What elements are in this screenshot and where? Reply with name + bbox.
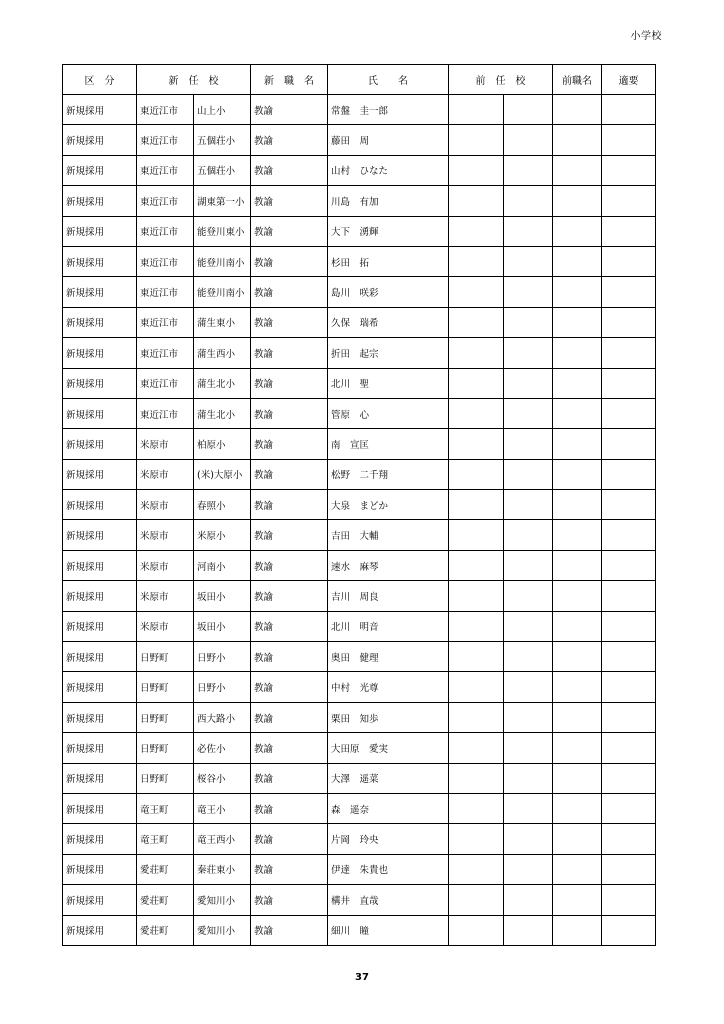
header-name: 氏 名 — [328, 65, 449, 95]
position-cell: 教諭 — [251, 611, 328, 641]
empty-cell — [504, 186, 553, 216]
table-row — [63, 125, 656, 155]
school-cell: 能登川東小 — [194, 216, 251, 246]
empty-cell — [602, 338, 656, 368]
empty-cell — [449, 550, 504, 580]
category-cell: 新規採用 — [63, 611, 137, 641]
header-row — [63, 65, 656, 95]
category-cell: 新規採用 — [63, 854, 137, 884]
empty-cell — [504, 793, 553, 823]
name-cell: 中村 光尊 — [328, 672, 449, 702]
position-cell: 教諭 — [251, 368, 328, 398]
name-cell: 吉川 周良 — [328, 581, 449, 611]
empty-cell — [504, 368, 553, 398]
position-cell: 教諭 — [251, 429, 328, 459]
empty-cell — [504, 885, 553, 915]
school-cell: 山上小 — [194, 95, 251, 125]
empty-cell — [449, 824, 504, 854]
empty-cell — [449, 95, 504, 125]
category-cell: 新規採用 — [63, 733, 137, 763]
school-cell: 必佐小 — [194, 733, 251, 763]
header-previous-school: 前 任 校 — [449, 65, 553, 95]
school-cell: 西大路小 — [194, 702, 251, 732]
empty-cell — [602, 277, 656, 307]
category-cell: 新規採用 — [63, 763, 137, 793]
table-row — [63, 733, 656, 763]
category-cell: 新規採用 — [63, 125, 137, 155]
position-cell: 教諭 — [251, 581, 328, 611]
category-cell: 新規採用 — [63, 338, 137, 368]
position-cell: 教諭 — [251, 915, 328, 945]
empty-cell — [504, 520, 553, 550]
category-cell: 新規採用 — [63, 246, 137, 276]
header-new-school: 新 任 校 — [137, 65, 251, 95]
municipality-cell: 東近江市 — [137, 277, 194, 307]
empty-cell — [553, 307, 602, 337]
municipality-cell: 東近江市 — [137, 125, 194, 155]
empty-cell — [553, 611, 602, 641]
position-cell: 教諭 — [251, 338, 328, 368]
name-cell: 大下 湧輝 — [328, 216, 449, 246]
empty-cell — [504, 611, 553, 641]
table-row — [63, 854, 656, 884]
category-cell: 新規採用 — [63, 824, 137, 854]
personnel-table — [62, 64, 656, 946]
municipality-cell: 東近江市 — [137, 186, 194, 216]
position-cell: 教諭 — [251, 155, 328, 185]
school-cell: 春照小 — [194, 490, 251, 520]
empty-cell — [602, 702, 656, 732]
category-cell: 新規採用 — [63, 915, 137, 945]
empty-cell — [504, 277, 553, 307]
empty-cell — [553, 824, 602, 854]
empty-cell — [553, 763, 602, 793]
name-cell: 細川 瞳 — [328, 915, 449, 945]
category-cell: 新規採用 — [63, 368, 137, 398]
school-cell: 蒲生北小 — [194, 368, 251, 398]
empty-cell — [449, 702, 504, 732]
empty-cell — [602, 581, 656, 611]
empty-cell — [553, 550, 602, 580]
empty-cell — [553, 125, 602, 155]
empty-cell — [504, 398, 553, 428]
municipality-cell: 東近江市 — [137, 338, 194, 368]
position-cell: 教諭 — [251, 490, 328, 520]
table-row — [63, 581, 656, 611]
empty-cell — [504, 155, 553, 185]
position-cell: 教諭 — [251, 885, 328, 915]
empty-cell — [553, 672, 602, 702]
position-cell: 教諭 — [251, 854, 328, 884]
empty-cell — [504, 733, 553, 763]
table-row — [63, 186, 656, 216]
empty-cell — [602, 95, 656, 125]
empty-cell — [602, 155, 656, 185]
position-cell: 教諭 — [251, 459, 328, 489]
empty-cell — [449, 277, 504, 307]
category-cell: 新規採用 — [63, 277, 137, 307]
empty-cell — [449, 216, 504, 246]
empty-cell — [553, 95, 602, 125]
empty-cell — [449, 155, 504, 185]
header-remarks: 適要 — [602, 65, 656, 95]
category-cell: 新規採用 — [63, 398, 137, 428]
empty-cell — [602, 520, 656, 550]
empty-cell — [602, 186, 656, 216]
school-cell: 能登川南小 — [194, 277, 251, 307]
empty-cell — [449, 429, 504, 459]
empty-cell — [449, 125, 504, 155]
table-row — [63, 702, 656, 732]
empty-cell — [602, 246, 656, 276]
name-cell: 島川 咲彩 — [328, 277, 449, 307]
empty-cell — [504, 763, 553, 793]
empty-cell — [449, 307, 504, 337]
school-cell: 米原小 — [194, 520, 251, 550]
empty-cell — [504, 550, 553, 580]
table-row — [63, 155, 656, 185]
municipality-cell: 米原市 — [137, 581, 194, 611]
header-previous-position: 前職名 — [553, 65, 602, 95]
position-cell: 教諭 — [251, 733, 328, 763]
position-cell: 教諭 — [251, 793, 328, 823]
municipality-cell: 東近江市 — [137, 368, 194, 398]
empty-cell — [553, 398, 602, 428]
page-number: 37 — [355, 972, 369, 983]
empty-cell — [504, 246, 553, 276]
empty-cell — [553, 186, 602, 216]
school-cell: 桜谷小 — [194, 763, 251, 793]
school-cell: (米)大原小 — [194, 459, 251, 489]
municipality-cell: 愛荘町 — [137, 885, 194, 915]
name-cell: 大田原 愛実 — [328, 733, 449, 763]
empty-cell — [602, 307, 656, 337]
empty-cell — [553, 793, 602, 823]
table-row — [63, 520, 656, 550]
category-cell: 新規採用 — [63, 642, 137, 672]
table-row — [63, 398, 656, 428]
empty-cell — [553, 490, 602, 520]
table-row — [63, 763, 656, 793]
category-cell: 新規採用 — [63, 186, 137, 216]
position-cell: 教諭 — [251, 642, 328, 672]
empty-cell — [449, 642, 504, 672]
municipality-cell: 日野町 — [137, 672, 194, 702]
empty-cell — [504, 307, 553, 337]
position-cell: 教諭 — [251, 398, 328, 428]
empty-cell — [553, 277, 602, 307]
empty-cell — [449, 459, 504, 489]
empty-cell — [553, 885, 602, 915]
table-row — [63, 277, 656, 307]
name-cell: 森 遥奈 — [328, 793, 449, 823]
empty-cell — [449, 186, 504, 216]
municipality-cell: 東近江市 — [137, 246, 194, 276]
table-row — [63, 793, 656, 823]
table-row — [63, 95, 656, 125]
name-cell: 山村 ひなた — [328, 155, 449, 185]
school-cell: 坂田小 — [194, 611, 251, 641]
school-cell: 秦荘東小 — [194, 854, 251, 884]
table-row — [63, 490, 656, 520]
municipality-cell: 東近江市 — [137, 95, 194, 125]
municipality-cell: 日野町 — [137, 733, 194, 763]
school-cell: 五個荘小 — [194, 155, 251, 185]
empty-cell — [449, 338, 504, 368]
empty-cell — [602, 915, 656, 945]
empty-cell — [449, 885, 504, 915]
empty-cell — [449, 915, 504, 945]
school-cell: 日野小 — [194, 672, 251, 702]
name-cell: 杉田 拓 — [328, 246, 449, 276]
name-cell: 大澤 遥菜 — [328, 763, 449, 793]
empty-cell — [449, 490, 504, 520]
table-row — [63, 642, 656, 672]
name-cell: 速水 麻琴 — [328, 550, 449, 580]
category-cell: 新規採用 — [63, 429, 137, 459]
school-cell: 愛知川小 — [194, 885, 251, 915]
school-cell: 柏原小 — [194, 429, 251, 459]
municipality-cell: 米原市 — [137, 550, 194, 580]
school-cell: 蒲生西小 — [194, 338, 251, 368]
school-cell: 坂田小 — [194, 581, 251, 611]
empty-cell — [449, 854, 504, 884]
municipality-cell: 日野町 — [137, 642, 194, 672]
name-cell: 奥田 健理 — [328, 642, 449, 672]
empty-cell — [504, 824, 553, 854]
category-cell: 新規採用 — [63, 459, 137, 489]
empty-cell — [504, 642, 553, 672]
name-cell: 久保 瑞希 — [328, 307, 449, 337]
category-cell: 新規採用 — [63, 793, 137, 823]
name-cell: 常盤 圭一郎 — [328, 95, 449, 125]
table-row — [63, 885, 656, 915]
empty-cell — [553, 216, 602, 246]
empty-cell — [602, 793, 656, 823]
name-cell: 管原 心 — [328, 398, 449, 428]
category-cell: 新規採用 — [63, 216, 137, 246]
empty-cell — [553, 854, 602, 884]
municipality-cell: 米原市 — [137, 520, 194, 550]
name-cell: 川島 有加 — [328, 186, 449, 216]
name-cell: 藤田 周 — [328, 125, 449, 155]
category-cell: 新規採用 — [63, 672, 137, 702]
name-cell: 大泉 まどか — [328, 490, 449, 520]
empty-cell — [449, 520, 504, 550]
category-cell: 新規採用 — [63, 702, 137, 732]
empty-cell — [602, 642, 656, 672]
empty-cell — [504, 672, 553, 702]
table-row — [63, 368, 656, 398]
empty-cell — [449, 763, 504, 793]
empty-cell — [602, 459, 656, 489]
municipality-cell: 米原市 — [137, 611, 194, 641]
name-cell: 栗田 知歩 — [328, 702, 449, 732]
empty-cell — [553, 338, 602, 368]
empty-cell — [602, 611, 656, 641]
school-cell: 蒲生北小 — [194, 398, 251, 428]
empty-cell — [449, 246, 504, 276]
name-cell: 北川 聖 — [328, 368, 449, 398]
table-body — [63, 95, 656, 946]
empty-cell — [553, 581, 602, 611]
empty-cell — [602, 368, 656, 398]
category-cell: 新規採用 — [63, 885, 137, 915]
table-row — [63, 338, 656, 368]
name-cell: 折田 起宗 — [328, 338, 449, 368]
position-cell: 教諭 — [251, 763, 328, 793]
category-cell: 新規採用 — [63, 490, 137, 520]
municipality-cell: 東近江市 — [137, 155, 194, 185]
table-row — [63, 216, 656, 246]
name-cell: 片岡 玲央 — [328, 824, 449, 854]
header-category: 区 分 — [63, 65, 137, 95]
empty-cell — [449, 793, 504, 823]
position-cell: 教諭 — [251, 125, 328, 155]
empty-cell — [504, 338, 553, 368]
empty-cell — [449, 368, 504, 398]
name-cell: 吉田 大輔 — [328, 520, 449, 550]
empty-cell — [602, 672, 656, 702]
position-cell: 教諭 — [251, 550, 328, 580]
empty-cell — [553, 702, 602, 732]
empty-cell — [553, 520, 602, 550]
category-cell: 新規採用 — [63, 95, 137, 125]
empty-cell — [504, 125, 553, 155]
document-category-label: 小学校 — [630, 31, 662, 42]
empty-cell — [504, 429, 553, 459]
position-cell: 教諭 — [251, 672, 328, 702]
table-row — [63, 246, 656, 276]
empty-cell — [553, 642, 602, 672]
municipality-cell: 愛荘町 — [137, 854, 194, 884]
empty-cell — [504, 216, 553, 246]
empty-cell — [602, 429, 656, 459]
header-new-position: 新 職 名 — [251, 65, 328, 95]
empty-cell — [553, 459, 602, 489]
empty-cell — [602, 490, 656, 520]
position-cell: 教諭 — [251, 824, 328, 854]
school-cell: 蒲生東小 — [194, 307, 251, 337]
empty-cell — [602, 216, 656, 246]
empty-cell — [602, 398, 656, 428]
empty-cell — [553, 915, 602, 945]
name-cell: 伊達 朱貴也 — [328, 854, 449, 884]
table-row — [63, 307, 656, 337]
empty-cell — [602, 550, 656, 580]
municipality-cell: 米原市 — [137, 459, 194, 489]
table-row — [63, 915, 656, 945]
empty-cell — [553, 429, 602, 459]
position-cell: 教諭 — [251, 216, 328, 246]
empty-cell — [449, 398, 504, 428]
category-cell: 新規採用 — [63, 520, 137, 550]
empty-cell — [602, 763, 656, 793]
municipality-cell: 米原市 — [137, 490, 194, 520]
name-cell: 松野 二千翔 — [328, 459, 449, 489]
empty-cell — [504, 854, 553, 884]
table-row — [63, 459, 656, 489]
position-cell: 教諭 — [251, 186, 328, 216]
position-cell: 教諭 — [251, 277, 328, 307]
school-cell: 五個荘小 — [194, 125, 251, 155]
school-cell: 竜王西小 — [194, 824, 251, 854]
position-cell: 教諭 — [251, 95, 328, 125]
empty-cell — [602, 824, 656, 854]
municipality-cell: 日野町 — [137, 702, 194, 732]
empty-cell — [553, 155, 602, 185]
empty-cell — [504, 581, 553, 611]
empty-cell — [504, 459, 553, 489]
empty-cell — [553, 733, 602, 763]
category-cell: 新規採用 — [63, 581, 137, 611]
municipality-cell: 東近江市 — [137, 307, 194, 337]
empty-cell — [553, 368, 602, 398]
empty-cell — [449, 611, 504, 641]
position-cell: 教諭 — [251, 520, 328, 550]
table-row — [63, 824, 656, 854]
empty-cell — [602, 733, 656, 763]
category-cell: 新規採用 — [63, 307, 137, 337]
table-row — [63, 672, 656, 702]
municipality-cell: 竜王町 — [137, 824, 194, 854]
school-cell: 湖東第一小 — [194, 186, 251, 216]
empty-cell — [504, 915, 553, 945]
school-cell: 河南小 — [194, 550, 251, 580]
category-cell: 新規採用 — [63, 550, 137, 580]
position-cell: 教諭 — [251, 702, 328, 732]
empty-cell — [449, 581, 504, 611]
empty-cell — [602, 125, 656, 155]
municipality-cell: 米原市 — [137, 429, 194, 459]
municipality-cell: 竜王町 — [137, 793, 194, 823]
empty-cell — [553, 246, 602, 276]
table-row — [63, 611, 656, 641]
position-cell: 教諭 — [251, 246, 328, 276]
table-row — [63, 429, 656, 459]
empty-cell — [504, 490, 553, 520]
empty-cell — [449, 733, 504, 763]
municipality-cell: 日野町 — [137, 763, 194, 793]
municipality-cell: 愛荘町 — [137, 915, 194, 945]
empty-cell — [602, 885, 656, 915]
name-cell: 構井 直哉 — [328, 885, 449, 915]
empty-cell — [504, 95, 553, 125]
school-cell: 日野小 — [194, 642, 251, 672]
school-cell: 愛知川小 — [194, 915, 251, 945]
position-cell: 教諭 — [251, 307, 328, 337]
school-cell: 竜王小 — [194, 793, 251, 823]
empty-cell — [602, 854, 656, 884]
table-row — [63, 550, 656, 580]
municipality-cell: 東近江市 — [137, 398, 194, 428]
empty-cell — [449, 672, 504, 702]
table-header — [63, 65, 656, 95]
name-cell: 北川 明音 — [328, 611, 449, 641]
school-cell: 能登川南小 — [194, 246, 251, 276]
municipality-cell: 東近江市 — [137, 216, 194, 246]
name-cell: 南 宣匡 — [328, 429, 449, 459]
category-cell: 新規採用 — [63, 155, 137, 185]
empty-cell — [504, 702, 553, 732]
